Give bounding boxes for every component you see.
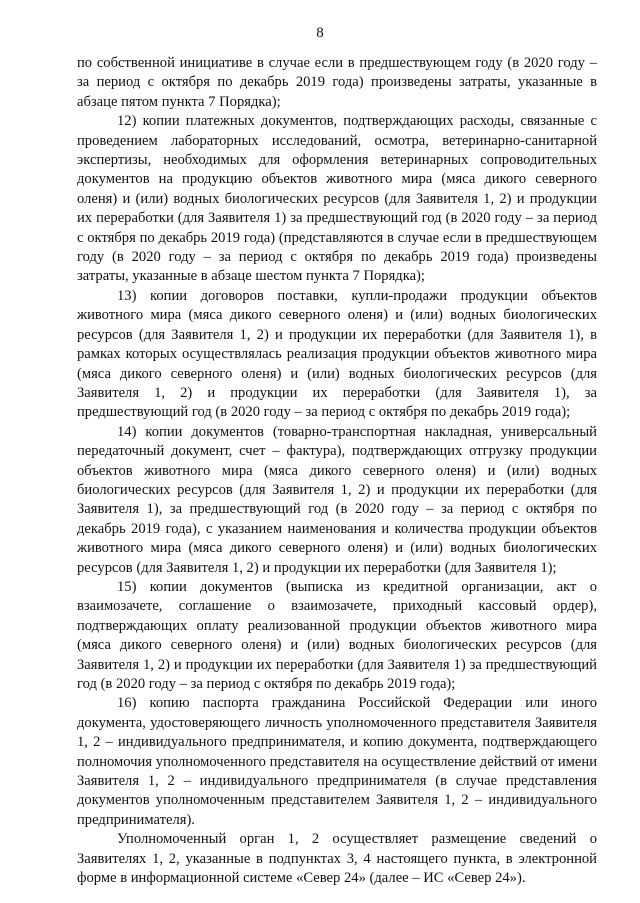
paragraph-item-15: 15) копии документов (выписка из кредитной организации, акт о взаимозачете, соглашение о взаимозачете, приходный кассовый ордер), подтверждающих оплату реализованной продукции объектов животного мира (мяса дикого северного оленя) и (или) водных биологических ресурсов (для Заявителя 1, 2) и продукции их переработки (для Заявителя 1) за предшествующий год (в 2020 году – за период с октября по декабрь 2019 года);: [77, 578, 597, 692]
paragraph-continuation: по собственной инициативе в случае если в предшествующем году (в 2020 году – за период с октября по декабрь 2019 года) произведены затраты, указанные в абзаце пятом пункта 7 Порядка);: [77, 55, 597, 110]
document-body: [77, 54, 597, 888]
paragraph-item-14: 14) копии документов (товарно-транспортная накладная, универсальный передаточный документ, счет – фактура), подтверждающих отгрузку продукции объектов животного мира (мяса дикого северного оленя) и (или) водных биологических ресурсов (для Заявителя 1, 2) и продукции их переработки (для Заявителя 1), за предшествующий год (в 2020 году – за период с октября по декабрь 2019 года), с указанием наименования и количества продукции объектов животного мира (мяса дикого северного оленя) и (или) водных биологических ресурсов (для Заявителя 1, 2) и продукции их переработки (для Заявителя 1);: [77, 423, 597, 576]
paragraph-authorized-body: Уполномоченный орган 1, 2 осуществляет размещение сведений о Заявителях 1, 2, указанные в подпунктах 3, 4 настоящего пункта, в электронной форме в информационной системе «Север 24» (далее – ИС «Север 24»).: [77, 831, 597, 887]
page-number: 8: [316, 25, 324, 41]
paragraph-item-16: 16) копию паспорта гражданина Российской Федерации или иного документа, удостоверяющего личность уполномоченного представителя Заявителя 1, 2 – индивидуального предпринимателя, и копию документа, подтверждающего полномочия уполномоченного представителя на осуществление действий от имени Заявителя 1, 2 – индивидуального предпринимателя (в случае представления документов уполномоченным представителем Заявителя 1, 2 – индивидуального предпринимателя).: [77, 695, 597, 828]
paragraph-item-12: 12) копии платежных документов, подтверждающих расходы, связанные с проведением лабораторных исследований, осмотра, ветеринарно-санитарной экспертизы, необходимых для оформления ветеринарных сопроводительных документов на продукцию объектов животного мира (мяса дикого северного оленя) и (или) водных биологических ресурсов (для Заявителя 1, 2) и продукции их переработки (для Заявителя 1) за предшествующий год (в 2020 году – за период с октября по декабрь 2019 года) (представляются в случае если в предшествующем году (в 2020 году – за период с октября по декабрь 2019 года) произведены затраты, указанные в абзаце шестом пункта 7 Порядка);: [77, 113, 597, 285]
paragraph-item-13: 13) копии договоров поставки, купли-продажи продукции объектов животного мира (мяса дикого северного оленя) и (или) водных биологических ресурсов (для Заявителя 1, 2) и продукции их переработки (для Заявителя 1), в рамках которых осуществлялась реализация продукции объектов животного мира (мяса дикого северного оленя) и (или) водных биологических ресурсов (для Заявителя 1, 2) и продукции их переработки (для Заявителя 1), за предшествующий год (в 2020 году – за период с октября по декабрь 2019 года);: [77, 287, 597, 421]
